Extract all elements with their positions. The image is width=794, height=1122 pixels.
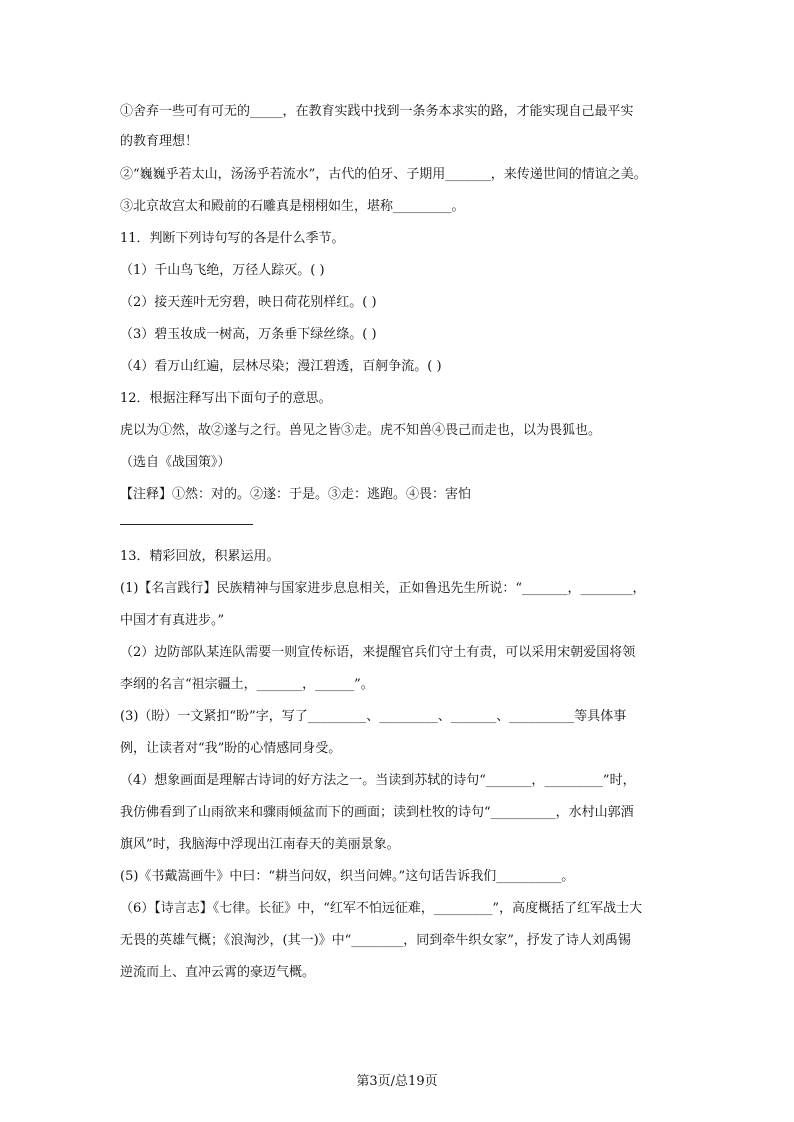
text-line: 虎以为①然，故②遂与之行。兽见之皆③走。虎不知兽④畏己而走也，以为畏狐也。 xyxy=(120,423,602,438)
question-heading: 12．根据注释写出下面句子的意思。 xyxy=(120,391,332,406)
text-line: ①舍弃一些可有可无的_____，在教育实践中找到一条务本求实的路，才能实现自己最平实 xyxy=(120,104,634,119)
text-line: 逆流而上、直冲云霄的豪迈气概。 xyxy=(120,965,316,980)
text-line: (3)（盼）一文紧扣“盼”字，写了_________、_________、_______、__________等具体事 xyxy=(120,709,627,724)
text-line: 我仿佛看到了山雨欲来和骤雨倾盆而下的画面；读到杜牧的诗句“__________，水村山郭酒 xyxy=(120,805,634,820)
question-heading: 11．判断下列诗句写的各是什么季节。 xyxy=(120,231,345,246)
text-line: 李纲的名言“祖宗疆土，_______，______”。 xyxy=(120,677,374,692)
text-line: （4）想象画面是理解古诗词的好方法之一。当读到苏轼的诗句“_______，_________”时， xyxy=(120,773,636,788)
text-line: ②“巍巍乎若太山，汤汤乎若流水”，古代的伯牙、子期用_______，来传递世间的情谊之美。 xyxy=(120,167,647,182)
text-line: 【注释】①然：对的。②遂：于是。③走：逃跑。④畏：害怕 xyxy=(120,487,472,502)
text-line: (1)【名言践行】民族精神与国家进步息息相关，正如鲁迅先生所说：“_______，________， xyxy=(120,581,646,596)
text-line: 无畏的英雄气概；《浪淘沙，(其一)》中“________，同到牵牛织女家”，抒发了诗人刘禹锡 xyxy=(120,933,631,948)
question-heading: 13．精彩回放，积累运用。 xyxy=(120,549,280,564)
text-line: （1）千山鸟飞绝，万径人踪灭。( ) xyxy=(120,263,325,278)
text-line: （2）边防部队某连队需要一则宣传标语，来提醒官兵们守土有责，可以采用宋朝爱国将领 xyxy=(120,645,636,660)
text-line: 的教育理想！ xyxy=(120,134,199,149)
text-line: （4）看万山红遍，层林尽染；漫江碧透，百舸争流。( ) xyxy=(120,359,442,374)
text-line: 中国才有真进步。” xyxy=(120,613,225,628)
page-number: 第3页/总19页 xyxy=(356,1074,438,1089)
text-line: （2）接天莲叶无穷碧，映日荷花别样红。( ) xyxy=(120,295,377,310)
answer-line xyxy=(120,524,253,525)
text-line: 例，让读者对“我”盼的心情感同身受。 xyxy=(120,741,342,756)
text-line: （6）【诗言志】《七律。长征》中，“红军不怕远征难，_________”，高度概括了红军战士大 xyxy=(120,901,643,916)
text-line: （3）碧玉妆成一树高，万条垂下绿丝绦。( ) xyxy=(120,327,377,342)
text-line: （选自《战国策》） xyxy=(120,455,231,470)
text-line: ③北京故宫太和殿前的石雕真是栩栩如生，堪称_________。 xyxy=(120,199,465,214)
text-line: 旗风”时，我脑海中浮现出江南春天的美丽景象。 xyxy=(120,837,400,852)
text-line: (5)《书戴嵩画牛》中曰：“耕当问奴，织当问婢。”这句话告诉我们__________。 xyxy=(120,869,575,884)
